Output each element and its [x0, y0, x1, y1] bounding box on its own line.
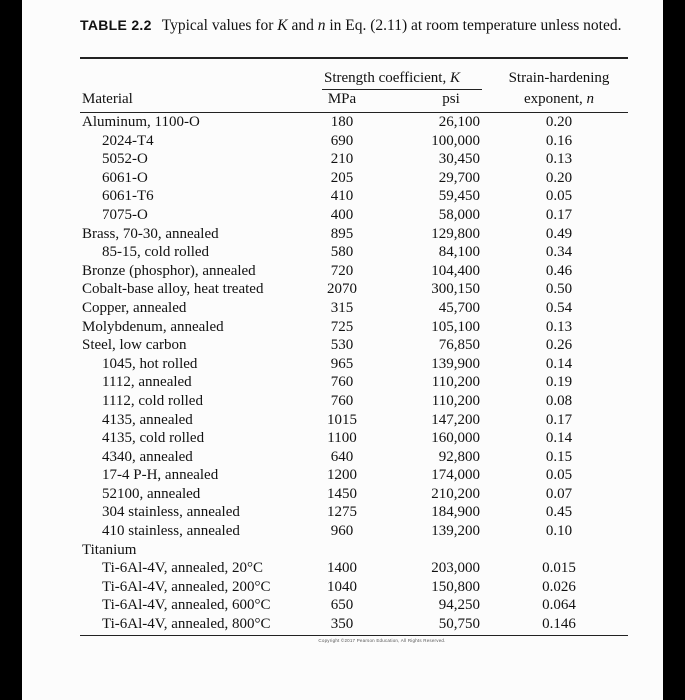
cell-psi: 147,200 [431, 411, 480, 428]
cell-exponent: 0.20 [545, 169, 573, 186]
cell-material: 5052-O [102, 151, 148, 168]
table-row [80, 187, 628, 206]
cell-psi: 76,850 [438, 337, 480, 354]
cell-psi: 26,100 [438, 114, 480, 130]
table-row [80, 485, 628, 504]
table-row [80, 559, 628, 578]
cell-mpa: 1040 [327, 578, 357, 595]
cell-mpa: 580 [330, 244, 354, 261]
cell-material: 1045, hot rolled [102, 355, 198, 372]
cell-psi: 150,800 [431, 578, 480, 595]
cell-material: Brass, 70-30, annealed [82, 225, 219, 242]
cell-exponent: 0.13 [545, 318, 573, 335]
table-row [80, 429, 628, 448]
cell-psi: 92,800 [438, 448, 480, 465]
cell-exponent: 0.07 [545, 485, 573, 502]
cell-mpa: 760 [330, 392, 354, 409]
cell-mpa: 210 [330, 151, 354, 168]
cell-exponent: 0.46 [545, 262, 573, 279]
caption-text-1: Typical values for [161, 17, 278, 34]
table-label: TABLE 2.2 [80, 17, 152, 33]
document-page [22, 0, 663, 700]
cell-material: 4135, annealed [102, 411, 193, 428]
cell-mpa: 690 [330, 132, 354, 149]
cell-psi: 184,900 [431, 504, 480, 521]
table-header [80, 59, 628, 111]
header-material: Material [82, 91, 133, 107]
table-row [80, 541, 628, 560]
copyright-notice: Copyright ©2017 Pearson Education, All Rights Reserved. [318, 638, 446, 643]
cell-psi: 104,400 [431, 262, 480, 279]
table-row [80, 466, 628, 485]
header-psi: psi [442, 91, 460, 107]
cell-mpa: 640 [330, 448, 354, 465]
cell-material: 4135, cold rolled [102, 430, 205, 447]
cell-exponent: 0.17 [545, 411, 573, 428]
table-row [80, 596, 628, 615]
cell-exponent: 0.19 [545, 374, 573, 391]
table-row [80, 522, 628, 541]
cell-exponent: 0.16 [545, 132, 573, 149]
cell-psi: 29,700 [438, 169, 480, 186]
cell-material: Aluminum, 1100-O [82, 114, 200, 130]
caption-k: K [277, 17, 288, 34]
table-row [80, 132, 628, 151]
cell-mpa: 960 [330, 523, 354, 540]
cell-psi: 100,000 [431, 132, 480, 149]
cell-material: Copper, annealed [82, 299, 187, 316]
cell-material: Ti-6Al-4V, annealed, 600°C [102, 597, 271, 614]
cell-mpa: 205 [330, 169, 354, 186]
header-mpa: MPa [327, 91, 357, 107]
cell-material: Ti-6Al-4V, annealed, 20°C [102, 560, 263, 577]
cell-mpa: 1100 [327, 430, 357, 447]
cell-psi: 59,450 [438, 188, 480, 205]
table-row [80, 392, 628, 411]
table-row [80, 373, 628, 392]
table-row [80, 169, 628, 188]
cell-material: 6061-T6 [102, 188, 154, 205]
cell-material: Titanium [82, 541, 137, 558]
table-row [80, 280, 628, 299]
cell-exponent: 0.146 [542, 616, 576, 633]
cell-exponent: 0.15 [545, 448, 573, 465]
table-row [80, 318, 628, 337]
cell-exponent: 0.026 [542, 578, 576, 595]
table-body [80, 113, 628, 636]
cell-exponent: 0.10 [545, 523, 573, 540]
cell-material: 6061-O [102, 169, 148, 186]
cell-material: 410 stainless, annealed [102, 523, 240, 540]
header-exponent-line2: exponent, n [524, 91, 594, 107]
cell-exponent: 0.05 [545, 467, 573, 484]
table-row [80, 150, 628, 169]
table-row [80, 113, 628, 132]
cell-material: 52100, annealed [102, 485, 201, 502]
cell-material: 304 stainless, annealed [102, 504, 240, 521]
cell-psi: 203,000 [431, 560, 480, 577]
cell-psi: 160,000 [431, 430, 480, 447]
cell-mpa: 2070 [327, 281, 357, 298]
cell-material: 1112, annealed [102, 374, 192, 391]
cell-material: Molybdenum, annealed [82, 318, 224, 335]
cell-psi: 110,200 [431, 392, 480, 409]
cell-exponent: 0.45 [545, 504, 573, 521]
cell-psi: 174,000 [431, 467, 480, 484]
cell-material: Ti-6Al-4V, annealed, 200°C [102, 578, 271, 595]
cell-exponent: 0.14 [545, 355, 573, 372]
table-row [80, 336, 628, 355]
cell-psi: 300,150 [431, 281, 480, 298]
data-table [80, 57, 628, 636]
cell-mpa: 400 [330, 206, 354, 223]
cell-material: 85-15, cold rolled [102, 244, 210, 261]
cell-psi: 129,800 [431, 225, 480, 242]
table-row [80, 448, 628, 467]
cell-psi: 210,200 [431, 485, 480, 502]
cell-exponent: 0.05 [545, 188, 573, 205]
table-row [80, 411, 628, 430]
cell-psi: 45,700 [438, 299, 480, 316]
header-exponent-line1: Strain-hardening [508, 70, 610, 86]
cell-mpa: 760 [330, 374, 354, 391]
cell-material: 4340, annealed [102, 448, 193, 465]
cell-mpa: 1275 [327, 504, 357, 521]
cell-mpa: 720 [330, 262, 354, 279]
cell-exponent: 0.064 [542, 597, 576, 614]
cell-psi: 58,000 [438, 206, 480, 223]
cell-psi: 84,100 [438, 244, 480, 261]
cell-mpa: 1400 [327, 560, 357, 577]
cell-exponent: 0.54 [545, 299, 573, 316]
cell-psi: 105,100 [431, 318, 480, 335]
cell-exponent: 0.26 [545, 337, 573, 354]
cell-material: 1112, cold rolled [102, 392, 203, 409]
cell-psi: 139,900 [431, 355, 480, 372]
table-row [80, 262, 628, 281]
cell-mpa: 410 [330, 188, 354, 205]
cell-mpa: 1200 [327, 467, 357, 484]
cell-mpa: 895 [330, 225, 354, 242]
table-row [80, 299, 628, 318]
cell-psi: 110,200 [431, 374, 480, 391]
cell-mpa: 1450 [327, 485, 357, 502]
table-caption [80, 16, 640, 35]
cell-mpa: 650 [330, 597, 354, 614]
cell-exponent: 0.50 [545, 281, 573, 298]
table-row [80, 243, 628, 262]
cell-exponent: 0.49 [545, 225, 573, 242]
cell-mpa: 725 [330, 318, 354, 335]
cell-mpa: 965 [330, 355, 354, 372]
table-row [80, 615, 628, 634]
cell-psi: 94,250 [438, 597, 480, 614]
cell-material: Cobalt-base alloy, heat treated [82, 281, 264, 298]
header-strength-coefficient: Strength coefficient, K [324, 70, 460, 86]
cell-material: 17-4 P-H, annealed [102, 467, 219, 484]
cell-material: Ti-6Al-4V, annealed, 800°C [102, 616, 271, 633]
cell-psi: 30,450 [438, 151, 480, 168]
cell-mpa: 180 [330, 114, 354, 130]
cell-mpa: 530 [330, 337, 354, 354]
caption-n: n [317, 17, 326, 34]
caption-text-2: and [287, 17, 318, 34]
cell-mpa: 1015 [327, 411, 357, 428]
cell-exponent: 0.13 [545, 151, 573, 168]
cell-psi: 139,200 [431, 523, 480, 540]
cell-mpa: 350 [330, 616, 354, 633]
caption-text-3: in Eq. (2.11) at room temperature unless noted. [325, 17, 622, 34]
cell-exponent: 0.34 [545, 244, 573, 261]
table-row [80, 225, 628, 244]
cell-material: 7075-O [102, 206, 148, 223]
cell-exponent: 0.08 [545, 392, 573, 409]
table-row [80, 355, 628, 374]
cell-exponent: 0.14 [545, 430, 573, 447]
table-row [80, 503, 628, 522]
cell-material: Bronze (phosphor), annealed [82, 262, 256, 279]
cell-psi: 50,750 [438, 616, 480, 633]
cell-material: 2024-T4 [102, 132, 154, 149]
table-row [80, 578, 628, 597]
cell-exponent: 0.17 [545, 206, 573, 223]
cell-exponent: 0.20 [545, 114, 573, 130]
cell-exponent: 0.015 [542, 560, 576, 577]
cell-material: Steel, low carbon [82, 337, 187, 354]
cell-mpa: 315 [330, 299, 354, 316]
table-row [80, 206, 628, 225]
table-bottom-rule [80, 635, 628, 636]
